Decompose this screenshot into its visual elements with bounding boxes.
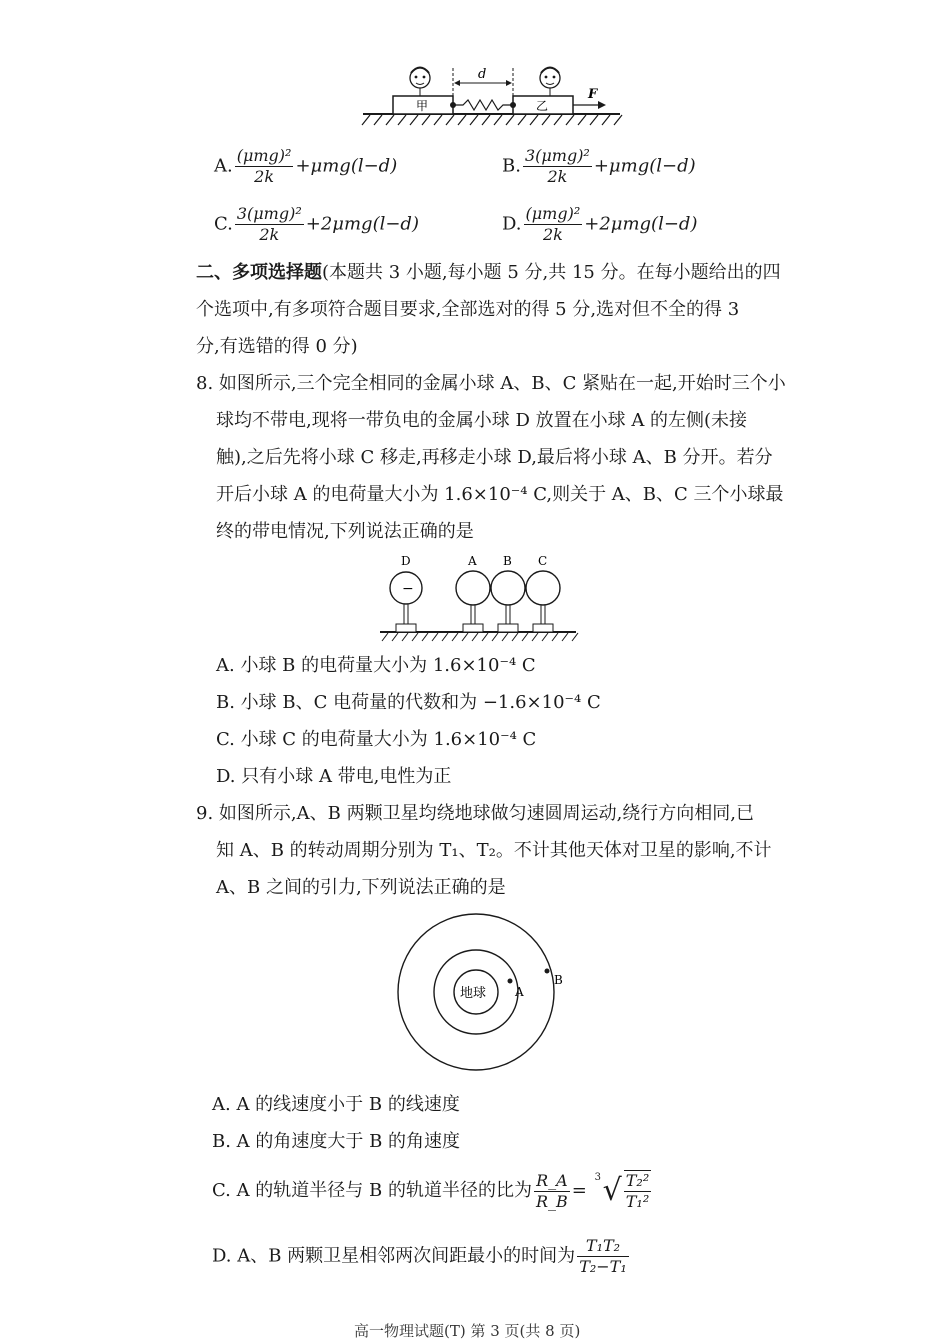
- satellite-b-label: B: [554, 973, 563, 987]
- sphere-c: [526, 571, 560, 632]
- q8-option-b[interactable]: B. 小球 B、C 电荷量的代数和为 −1.6×10⁻⁴ C: [216, 692, 601, 713]
- charged-spheres-figure: [378, 548, 580, 644]
- q8-stem-line4: 开后小球 A 的电荷量大小为 1.6×10⁻⁴ C,则关于 A、B、C 三个小球最: [216, 484, 784, 505]
- satellite-a-dot: [508, 979, 513, 984]
- q9-option-b[interactable]: B. A 的角速度大于 B 的角速度: [212, 1131, 461, 1152]
- person-head-icon: [410, 68, 430, 97]
- satellite-b-dot: [545, 969, 550, 974]
- sphere-a: [456, 571, 490, 632]
- section2-line1: [196, 258, 781, 284]
- q9-stem-line3: A、B 之间的引力,下列说法正确的是: [216, 877, 506, 898]
- radical-sign-icon: √: [602, 1173, 622, 1208]
- cube-root-index: 3: [594, 1172, 601, 1183]
- q9-option-d[interactable]: D. A、B 两颗卫星相邻两次间距最小的时间为 $\frac{\text{T₁T₂}}{\text{T₂−T₁}}$: [212, 1236, 627, 1276]
- q8-option-c[interactable]: C. 小球 C 的电荷量大小为 1.6×10⁻⁴ C: [216, 729, 537, 750]
- q7-option-a[interactable]: A. $\frac{\text{(μmg)²}}{2k}$ +μmg(l−d): [214, 146, 398, 186]
- block-yi-label: 乙: [536, 99, 549, 113]
- distance-d-label: d: [478, 67, 487, 82]
- q7-option-c[interactable]: C. $\frac{\text{3(μmg)²}}{2k}$ +2μmg(l−d): [214, 204, 419, 244]
- q7-option-b[interactable]: B. $\frac{\text{3(μmg)²}}{2k}$ +μmg(l−d): [502, 146, 696, 186]
- section2-title: 二、多项选择题: [196, 262, 322, 283]
- q8-stem-line3: 触),之后先将小球 C 移走,再移走小球 D,最后将小球 A、B 分开。若分: [216, 447, 773, 468]
- sphere-d-minus: −: [402, 581, 414, 597]
- section2-line3: 分,有选错的得 0 分): [196, 336, 358, 357]
- q9-option-c[interactable]: C. A 的轨道半径与 B 的轨道半径的比为 $\frac{R\_A}{R\_B}$ = 3 √ $\frac{\text{T₂²}}{\text{T₁²}}$: [212, 1170, 653, 1212]
- q8-stem-line1: 8. 如图所示,三个完全相同的金属小球 A、B、C 紧贴在一起,开始时三个小: [196, 373, 786, 394]
- sphere-c-label: C: [538, 554, 548, 568]
- q8-stem-line5: 终的带电情况,下列说法正确的是: [216, 521, 474, 542]
- sphere-d-label: D: [401, 554, 411, 568]
- q9-option-a[interactable]: A. A 的线速度小于 B 的线速度: [212, 1094, 460, 1115]
- q9-stem-line1: 9. 如图所示,A、B 两颗卫星均绕地球做匀速圆周运动,绕行方向相同,已: [196, 803, 755, 824]
- q7-option-d[interactable]: D. $\frac{\text{(μmg)²}}{2k}$ +2μmg(l−d): [502, 204, 698, 244]
- person-head-icon: [540, 68, 560, 97]
- blocks-spring-figure: [358, 58, 628, 130]
- q8-option-d[interactable]: D. 只有小球 A 带电,电性为正: [216, 766, 452, 787]
- block-jia-label: 甲: [416, 99, 429, 113]
- sphere-a-label: A: [468, 554, 477, 568]
- q9-stem-line2: 知 A、B 的转动周期分别为 T₁、T₂。不计其他天体对卫星的影响,不计: [216, 840, 772, 861]
- page-footer: 高一物理试题(T) 第 3 页(共 8 页): [354, 1322, 581, 1340]
- q8-stem-line2: 球均不带电,现将一带负电的金属小球 D 放置在小球 A 的左侧(未接: [216, 410, 748, 431]
- force-F-label: F: [588, 87, 598, 102]
- orbits-figure: [396, 908, 586, 1078]
- earth-label: 地球: [460, 986, 487, 1001]
- section2-line2: 个选项中,有多项符合题目要求,全部选对的得 5 分,选对但不全的得 3: [196, 299, 740, 320]
- q8-option-a[interactable]: A. 小球 B 的电荷量大小为 1.6×10⁻⁴ C: [216, 655, 536, 676]
- satellite-a-label: A: [515, 985, 524, 999]
- sphere-b: [491, 571, 525, 632]
- section2-desc: (本题共 3 小题,每小题 5 分,共 15 分。在每小题给出的四: [322, 262, 781, 283]
- sphere-b-label: B: [503, 554, 512, 568]
